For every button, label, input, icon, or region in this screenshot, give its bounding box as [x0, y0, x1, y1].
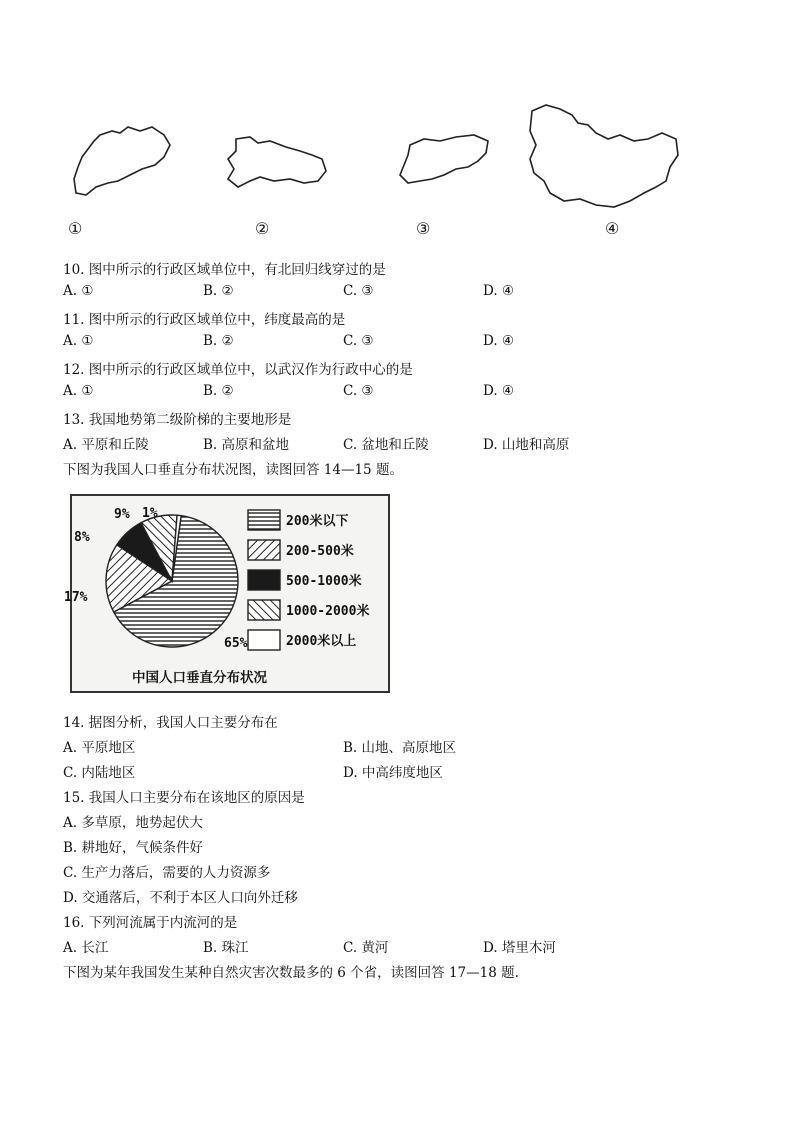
question-16-stem: 16. 下列河流属于内流河的是 — [63, 915, 238, 931]
q10-option-a[interactable]: A. ① — [63, 283, 94, 299]
legend-label-5: 2000米以上 — [286, 634, 357, 649]
pie-label-1: 65% — [224, 636, 248, 651]
q10-option-b[interactable]: B. ② — [203, 283, 234, 299]
q16-option-c[interactable]: C. 黄河 — [343, 940, 389, 956]
q11-option-a[interactable]: A. ① — [63, 333, 94, 349]
question-12-stem: 12. 图中所示的行政区域单位中，以武汉作为行政中心的是 — [63, 362, 413, 378]
question-15-stem: 15. 我国人口主要分布在该地区的原因是 — [63, 790, 305, 806]
legend-swatch-1 — [248, 510, 280, 530]
pie-label-2: 17% — [64, 590, 88, 605]
q16-option-d[interactable]: D. 塔里木河 — [483, 940, 556, 956]
intro-17-18: 下图为某年我国发生某种自然灾害次数最多的 6 个省，读图回答 17—18 题. — [63, 965, 519, 981]
pie-slices — [106, 515, 238, 647]
legend-label-4: 1000-2000米 — [286, 604, 370, 619]
q15-option-d[interactable]: D. 交通落后，不利于本区人口向外迁移 — [63, 890, 298, 906]
legend-label-2: 200-500米 — [286, 544, 354, 559]
q14-option-b[interactable]: B. 山地、高原地区 — [343, 740, 457, 756]
q12-option-a[interactable]: A. ① — [63, 383, 94, 399]
q16-option-a[interactable]: A. 长江 — [63, 940, 109, 956]
intro-14-15: 下图为我国人口垂直分布状况图，读图回答 14—15 题。 — [63, 462, 403, 478]
legend-swatch-5 — [248, 630, 280, 650]
province-outline-1 — [74, 127, 170, 195]
q15-option-c[interactable]: C. 生产力落后，需要的人力资源多 — [63, 865, 271, 881]
q14-option-a[interactable]: A. 平原地区 — [63, 740, 136, 756]
q13-option-b[interactable]: B. 高原和盆地 — [203, 437, 290, 453]
q14-option-d[interactable]: D. 中高纬度地区 — [343, 765, 443, 781]
question-10-stem: 10. 图中所示的行政区域单位中，有北回归线穿过的是 — [63, 262, 386, 278]
legend-swatch-2 — [248, 540, 280, 560]
q11-option-b[interactable]: B. ② — [203, 333, 234, 349]
question-11-stem: 11. 图中所示的行政区域单位中，纬度最高的是 — [63, 312, 346, 328]
legend-swatch-3 — [248, 570, 280, 590]
province-outline-4 — [530, 105, 678, 207]
q12-option-b[interactable]: B. ② — [203, 383, 234, 399]
q13-option-c[interactable]: C. 盆地和丘陵 — [343, 437, 429, 453]
question-13-stem: 13. 我国地势第二级阶梯的主要地形是 — [63, 412, 292, 428]
q14-option-c[interactable]: C. 内陆地区 — [63, 765, 136, 781]
province-outline-3 — [400, 135, 488, 183]
population-pie-chart — [64, 494, 390, 693]
legend-swatch-4 — [248, 600, 280, 620]
q16-option-b[interactable]: B. 珠江 — [203, 940, 249, 956]
map-label-2: ② — [255, 219, 270, 238]
q13-option-d[interactable]: D. 山地和高原 — [483, 437, 570, 453]
q13-option-a[interactable]: A. 平原和丘陵 — [63, 437, 149, 453]
pie-label-5: 1% — [142, 506, 158, 521]
question-14-stem: 14. 据图分析，我国人口主要分布在 — [63, 715, 278, 731]
q11-option-c[interactable]: C. ③ — [343, 333, 374, 349]
province-outlines — [60, 95, 690, 245]
q10-option-c[interactable]: C. ③ — [343, 283, 374, 299]
province-maps-figure — [60, 95, 690, 245]
q15-option-a[interactable]: A. 多草原，地势起伏大 — [63, 815, 203, 831]
q10-option-d[interactable]: D. ④ — [483, 283, 515, 299]
q11-option-d[interactable]: D. ④ — [483, 333, 515, 349]
province-outline-2 — [228, 137, 326, 187]
q12-option-c[interactable]: C. ③ — [343, 383, 374, 399]
pie-label-4: 9% — [114, 507, 130, 522]
q12-option-d[interactable]: D. ④ — [483, 383, 515, 399]
chart-title: 中国人口垂直分布状况 — [132, 670, 267, 686]
legend-label-3: 500-1000米 — [286, 574, 362, 589]
pie-legend — [248, 510, 369, 650]
legend-label-1: 200米以下 — [286, 514, 349, 529]
map-label-4: ④ — [605, 219, 620, 238]
map-label-3: ③ — [416, 219, 431, 238]
pie-label-3: 8% — [74, 530, 90, 545]
q15-option-b[interactable]: B. 耕地好，气候条件好 — [63, 840, 204, 856]
pie-chart-svg — [64, 496, 388, 666]
map-label-1: ① — [68, 219, 83, 238]
